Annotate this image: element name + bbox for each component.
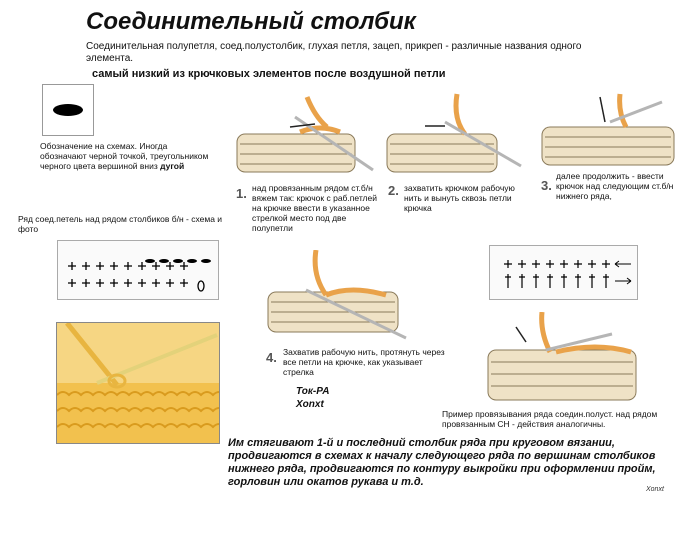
page-title: Соединительный столбик (86, 8, 416, 35)
schema-dot (145, 259, 155, 263)
final-note: Им стягивают 1-й и последний столбик ряда при круговом вязании, продвигаются в схемах к началу следующего ряда по вершинам столбиков нижнего ряда, продвигаются по контуру выкройки при оформлении пройм, горловин или окатов рукава и т.д. (228, 437, 656, 488)
example-schema (489, 245, 638, 300)
schema-dot (173, 259, 183, 263)
key-statement: самый низкий из крючковых элементов после воздушной петли (92, 68, 446, 80)
step-1-number: 1. (236, 186, 247, 201)
example-illustration (486, 312, 646, 404)
connecting-stitch-symbol (43, 85, 93, 135)
example-schema-diagram (490, 246, 637, 299)
symbol-box (42, 84, 94, 136)
signature: Xonxt (646, 486, 664, 493)
stitch-schema (57, 240, 219, 300)
step-2-number: 2. (388, 183, 399, 198)
step-4-illustration (266, 250, 416, 340)
legend-description: Обозначение на схемах. Иногда обозначают черной точкой, треугольником черного цвета вершиной вниз (40, 141, 209, 171)
step-3-number: 3. (541, 178, 552, 193)
example-drawing (486, 312, 646, 404)
step-4-number: 4. (266, 350, 277, 365)
step-2-illustration (385, 92, 525, 177)
photo-illustration (57, 323, 219, 443)
legend-emphasis: дугой (160, 161, 185, 171)
step-3-illustration (540, 92, 680, 177)
legend-text (40, 141, 215, 171)
knitting-photo (56, 322, 220, 444)
schema-dot (201, 259, 211, 263)
schema-caption: Ряд соед.петель над рядом столбиков б/н - схема и фото (18, 214, 223, 234)
credit-name: Ток-РА (296, 386, 330, 397)
step-2-drawing (385, 92, 525, 177)
schema-dot (159, 259, 169, 263)
step-4-text: Захватив рабочую нить, протянуть через все петли на крючке, как указывает стрелка (283, 347, 445, 377)
example-caption: Пример провязывания ряда соедин.полуст. над рядом провязанным СН - действия аналогичны. (442, 409, 658, 429)
schema-diagram (58, 241, 218, 299)
step-3-text: далее продолжить - ввести крючок над следующим ст.б/н нижнего ряда, (556, 171, 674, 201)
step-3-drawing (540, 92, 680, 177)
step-1-text: над провязанным рядом ст.б/н вяжем так: крючок с раб.петлей на крючке ввести в указанное стрелкой место под две полупетли (252, 183, 377, 233)
step-1-drawing (235, 92, 375, 177)
credit-nick: Xonxt (296, 399, 324, 410)
page-subtitle: Соединительная полупетля, соед.полустолбик, глухая петля, зацеп, прикреп - различные названия одного элемента. (86, 41, 582, 64)
step-1-illustration (235, 92, 375, 177)
step-2-text: захватить крючком рабочую нить и вынуть сквозь петли крючка (404, 183, 515, 213)
step-4-drawing (266, 250, 416, 340)
schema-dot (187, 259, 197, 263)
